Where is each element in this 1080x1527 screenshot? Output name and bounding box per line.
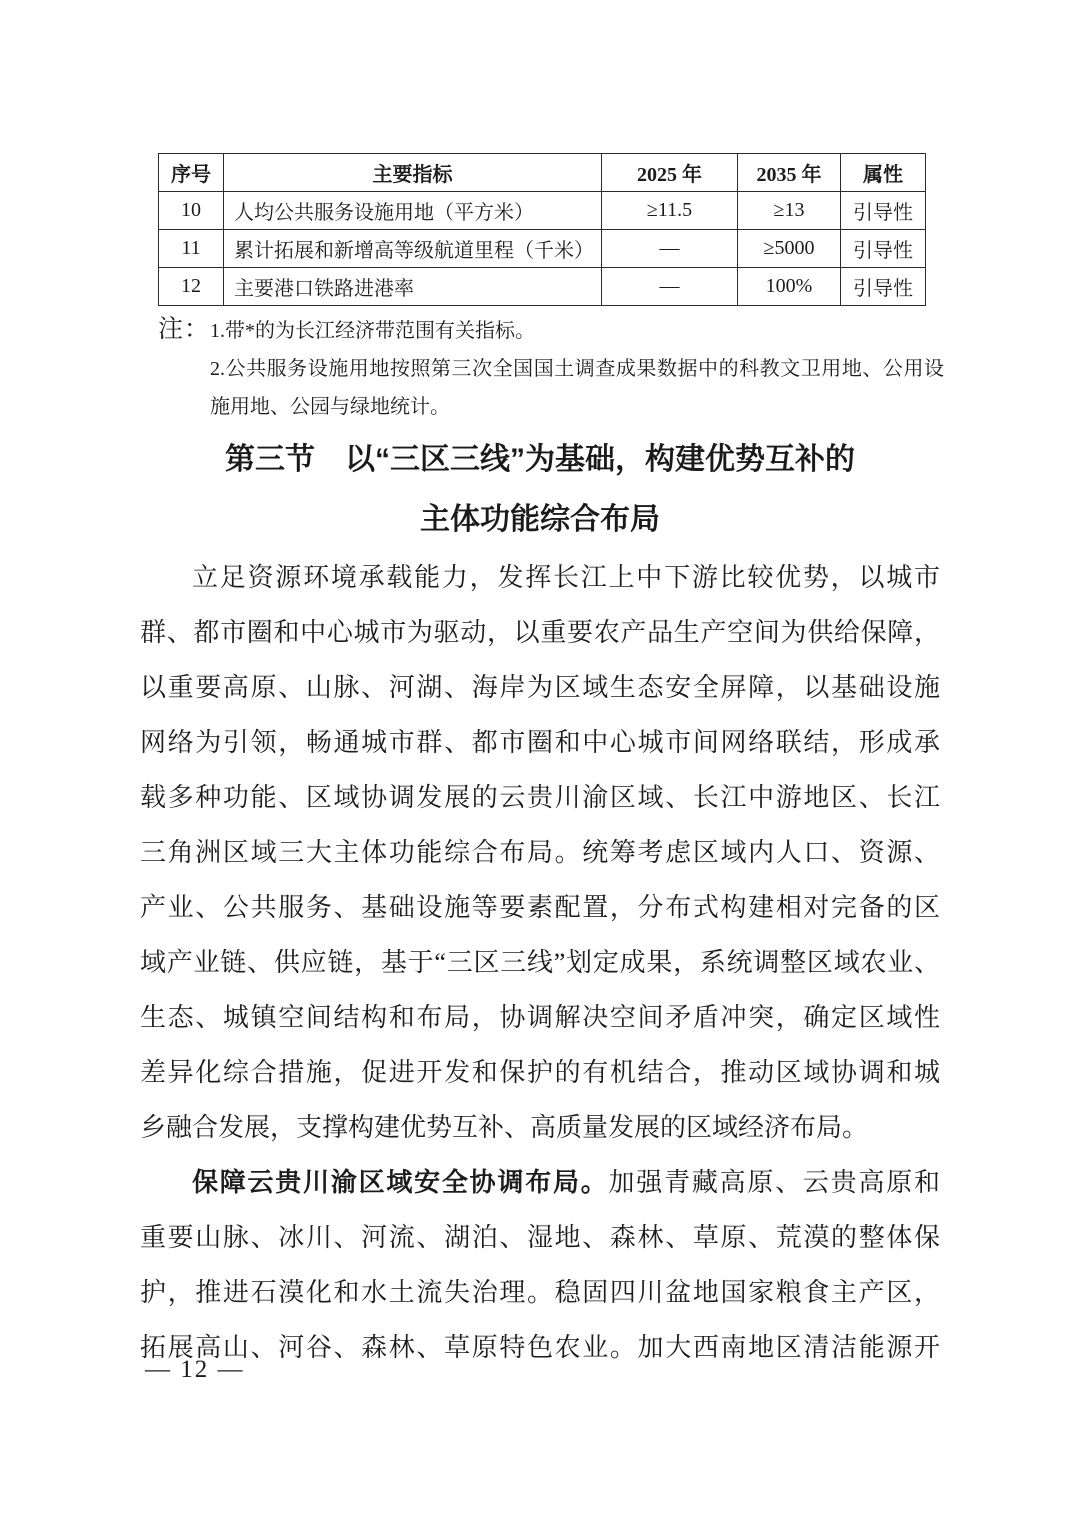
body-text: [140, 550, 940, 1375]
body-line: 重要山脉、冰川、河流、湖泊、湿地、森林、草原、荒漠的整体保: [140, 1223, 940, 1252]
body-line: 保障云贵川渝区域安全协调布局。加强青藏高原、云贵高原和: [192, 1168, 940, 1197]
body-line: 载多种功能、区域协调发展的云贵川渝区域、长江中游地区、长江: [140, 783, 940, 812]
body-line: 差异化综合措施，促进开发和保护的有机结合，推动区域协调和城: [140, 1058, 940, 1087]
indicator-table: [158, 153, 926, 306]
paragraph-lead-bold: 保障云贵川渝区域安全协调布局。: [192, 1168, 609, 1197]
column-header-2025: 2025 年: [602, 154, 738, 192]
column-header-no: 序号: [159, 154, 224, 192]
table-row: [159, 268, 926, 306]
body-line: 乡融合发展，支撑构建优势互补、高质量发展的区域经济布局。: [140, 1113, 869, 1142]
cell-2035: 100%: [738, 268, 841, 306]
cell-indicator: 累计拓展和新增高等级航道里程（千米）: [224, 230, 602, 268]
cell-indicator: 主要港口铁路进港率: [224, 268, 602, 306]
body-line: 群、都市圈和中心城市为驱动，以重要农产品生产空间为供给保障，: [140, 618, 940, 647]
table-notes: [158, 312, 944, 426]
note-item: 1.带*的为长江经济带范围有关指标。: [210, 320, 536, 342]
body-line: 立足资源环境承载能力，发挥长江上中下游比较优势，以城市: [192, 563, 940, 592]
body-line: 域产业链、供应链，基于“三区三线”划定成果，系统调整区域农业、: [140, 948, 940, 977]
cell-2035: ≥13: [738, 192, 841, 230]
cell-no: 11: [159, 230, 224, 268]
body-line: 网络为引领，畅通城市群、都市圈和中心城市间网络联结，形成承: [140, 728, 940, 757]
cell-no: 12: [159, 268, 224, 306]
body-line: 产业、公共服务、基础设施等要素配置，分布式构建相对完备的区: [140, 893, 940, 922]
cell-attr: 引导性: [841, 268, 926, 306]
note-item: 2.公共服务设施用地按照第三次全国国土调查成果数据中的科教文卫用地、公用设施用地、公园与绿地统计。: [210, 358, 944, 418]
column-header-2035: 2035 年: [738, 154, 841, 192]
cell-no: 10: [159, 192, 224, 230]
cell-attr: 引导性: [841, 230, 926, 268]
cell-indicator: 人均公共服务设施用地（平方米）: [224, 192, 602, 230]
body-line: 护，推进石漠化和水土流失治理。稳固四川盆地国家粮食主产区，: [140, 1278, 940, 1307]
cell-2025: —: [602, 230, 738, 268]
section-heading-line2: 主体功能综合布局: [420, 503, 660, 536]
body-line: 三角洲区域三大主体功能综合布局。统筹考虑区域内人口、资源、: [140, 838, 940, 867]
notes-label: 注：: [158, 316, 211, 343]
cell-attr: 引导性: [841, 192, 926, 230]
body-line: 生态、城镇空间结构和布局，协调解决空间矛盾冲突，确定区域性: [140, 1003, 940, 1032]
column-header-indicator: 主要指标: [224, 154, 602, 192]
notes-list: [210, 312, 944, 426]
table-row: [159, 230, 926, 268]
body-line: 拓展高山、河谷、森林、草原特色农业。加大西南地区清洁能源开: [140, 1333, 940, 1362]
page-number: — 12 —: [145, 1356, 245, 1383]
body-line: 以重要高原、山脉、河湖、海岸为区域生态安全屏障，以基础设施: [140, 673, 940, 702]
cell-2035: ≥5000: [738, 230, 841, 268]
table-row: [159, 192, 926, 230]
table-header-row: [159, 154, 926, 192]
section-heading-line1: 第三节 以“三区三线”为基础，构建优势互补的: [225, 443, 855, 476]
section-heading: [140, 430, 940, 550]
cell-2025: ≥11.5: [602, 192, 738, 230]
cell-2025: —: [602, 268, 738, 306]
column-header-attr: 属性: [841, 154, 926, 192]
